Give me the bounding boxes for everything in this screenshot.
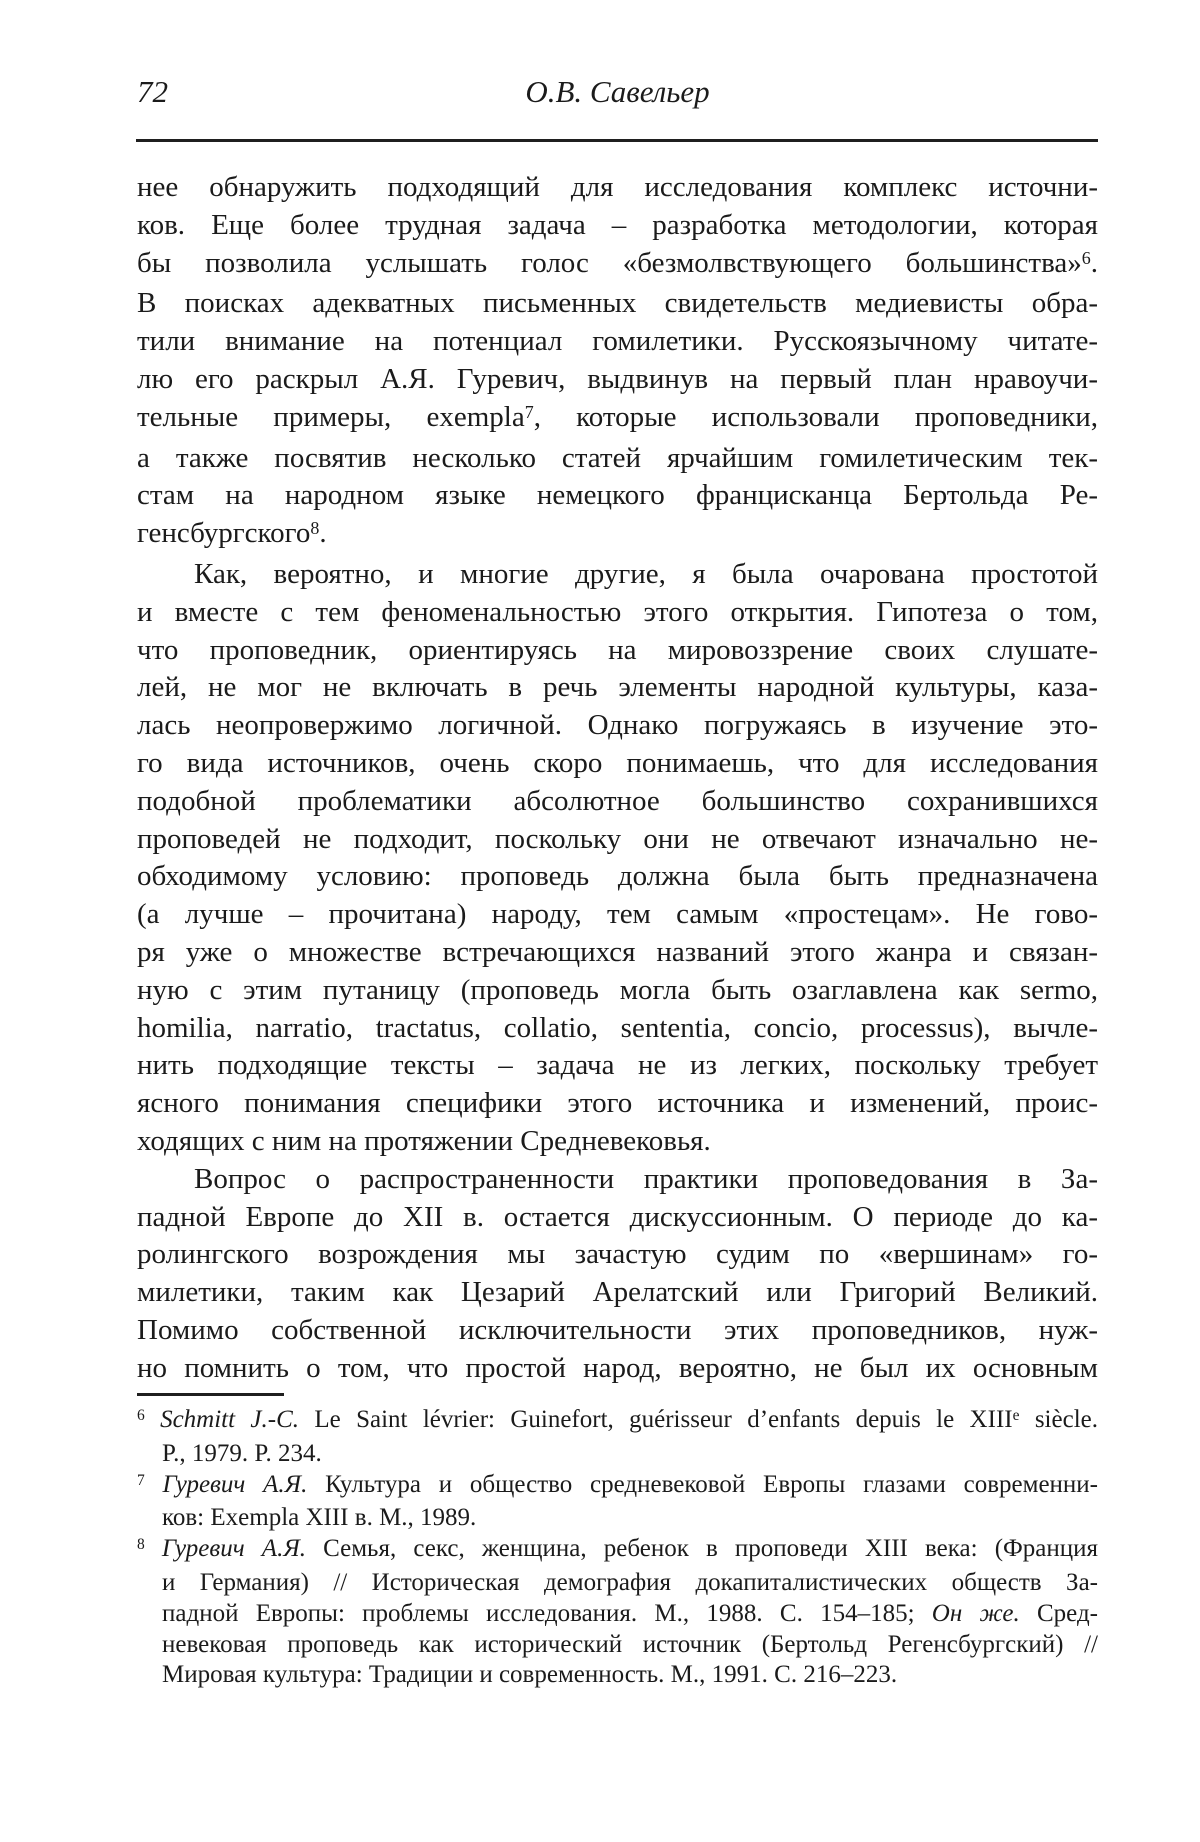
body-text-line: го вида источников, очень скоро понимаешь, что для исследования [137, 746, 1098, 779]
body-text-line: ную с этим путаницу (проповедь могла быть озаглавлена как sermo, [137, 973, 1098, 1006]
footnote-line: падной Европы: проблемы исследования. М., 1988. С. 154–185; Он же. Сред- [162, 1599, 1098, 1627]
body-text-line: нее обнаружить подходящий для исследования комплекс источни- [137, 171, 1098, 203]
page-header [137, 74, 1098, 116]
superscript-marker: e [1012, 1407, 1020, 1425]
footnote-divider [137, 1393, 284, 1396]
body-text-line: тили внимание на потенциал гомилетики. Русскоязычному читате- [137, 325, 1098, 358]
running-title: О.В. Савельер [525, 74, 710, 109]
body-text-line: генсбургского$^8$. [137, 517, 327, 550]
body-text-line: лей, не мог не включать в речь элементы народной культуры, каза- [137, 671, 1098, 704]
body-text-line: (а лучше – прочитана) народу, тем самым «простецам». Не гово- [137, 898, 1098, 931]
body-text [137, 169, 1098, 1388]
page-number: 72 [137, 74, 168, 109]
body-text-line: но помнить о том, что простой народ, вероятно, не был их основным [137, 1351, 1098, 1384]
footnote-line: Мировая культура: Традиции и современность. М., 1991. С. 216–223. [162, 1661, 898, 1689]
body-text-line: ходящих с ним на протяжении Средневековья. [137, 1124, 711, 1157]
superscript-marker: 6 [1081, 247, 1091, 268]
body-text-line: Как, вероятно, и многие другие, я была очарована простотой [194, 557, 1098, 590]
body-text-line: тельные примеры, exempla$^7$, которые использовали проповедники, [137, 400, 1098, 433]
body-text-line: подобной проблематики абсолютное большинство сохранившихся [137, 784, 1098, 817]
footnote-line: $^6$ Schmitt J.-C. Le Saint lévrier: Guinefort, guérisseur d’enfants depuis le XIIIe siècle. [137, 1406, 1098, 1433]
superscript-marker: 7 [137, 1471, 145, 1489]
body-text-line: ря уже о множестве встречающихся названий этого жанра и связан- [137, 935, 1098, 968]
body-text-line: В поисках адекватных письменных свидетельств медиевисты обра- [137, 287, 1098, 320]
body-text-line: ясного понимания специфики этого источника и изменений, проис- [137, 1087, 1098, 1120]
superscript-marker: 8 [137, 1536, 145, 1554]
superscript-marker: 6 [137, 1407, 145, 1425]
body-text-line: Помимо собственной исключительности этих проповедников, нуж- [137, 1313, 1098, 1346]
body-text-line: Вопрос о распространенности практики проповедования в За- [194, 1162, 1098, 1195]
footnote-line: ков: Exempla XIII в. М., 1989. [162, 1504, 477, 1532]
header-rule [136, 139, 1098, 142]
body-text-line: обходимому условию: проповедь должна была быть предназначена [137, 860, 1098, 893]
body-text-line: а также посвятив несколько статей ярчайшим гомилетическим тек- [137, 441, 1098, 474]
footnote-line: P., 1979. P. 234. [162, 1439, 322, 1467]
body-text-line: и вместе с тем феноменальностью этого открытия. Гипотеза о том, [137, 595, 1098, 628]
body-text-line: стам на народном языке немецкого францисканца Бертольда Ре- [137, 479, 1098, 512]
body-text-line: лю его раскрыл А.Я. Гуревич, выдвинув на первый план нравоучи- [137, 362, 1098, 395]
footnotes [137, 1405, 1098, 1691]
footnote-line: и Германия) // Историческая демография докапиталистических обществ За- [162, 1568, 1098, 1596]
body-text-line: бы позволила услышать голос «безмолвствующего большинства»$^6$. [137, 246, 1098, 279]
body-text-line: что проповедник, ориентируясь на мировоззрение своих слушате- [137, 633, 1098, 666]
superscript-marker: 8 [310, 518, 320, 539]
body-text-line: лась неопровержимо логичной. Однако погружаясь в изучение это- [137, 709, 1098, 742]
body-text-line: милетики, таким как Цезарий Арелатский или Григорий Великий. [137, 1276, 1098, 1309]
body-text-line: проповедей не подходит, поскольку они не отвечают изначально не- [137, 822, 1098, 855]
body-text-line: нить подходящие тексты – задача не из легких, поскольку требует [137, 1049, 1098, 1082]
footnote-line: $^7$ Гуревич А.Я. Культура и общество средневековой Европы глазами современни- [137, 1470, 1098, 1498]
body-text-line: ков. Еще более трудная задача – разработка методологии, которая [137, 208, 1098, 241]
body-text-line: падной Европе до XII в. остается дискуссионным. О периоде до ка- [137, 1200, 1098, 1233]
superscript-marker: 7 [524, 401, 534, 422]
body-text-line: homilia, narratio, tractatus, collatio, sententia, concio, processus), вычле- [137, 1011, 1098, 1044]
body-text-line: ролингского возрождения мы зачастую судим по «вершинам» го- [137, 1238, 1098, 1271]
footnote-line: $^8$ Гуревич А.Я. Семья, секс, женщина, ребенок в проповеди XIII века: (Франция [137, 1535, 1098, 1563]
footnote-line: невековая проповедь как исторический источник (Бертольд Регенсбургский) // [162, 1630, 1098, 1658]
